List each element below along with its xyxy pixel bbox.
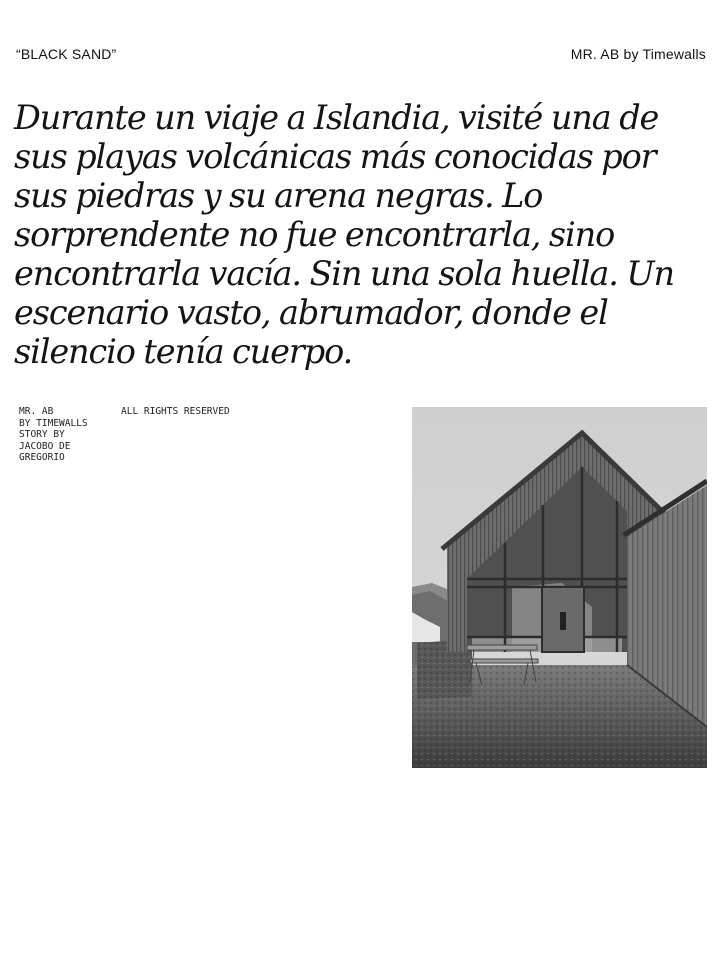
intro-paragraph: Durante un viaje a Islandia, visité una de sus playas volcánicas más conocidas por sus piedras y su arena negras. Lo sorprendente no fue encontrarla, sino encontrarla vacía. Sin una sola huella. Un escenario vasto, abrumador, donde el silencio tenía cuerpo. [14, 98, 674, 371]
house-photo [412, 407, 707, 768]
rights-notice: ALL RIGHTS RESERVED [121, 406, 230, 417]
house-photo-illustration [412, 407, 707, 768]
credits-block: MR. AB BY TIMEWALLS STORY BY JACOBO DE GREGORIO [19, 406, 88, 463]
story-title: “BLACK SAND” [16, 46, 117, 62]
brand-name[interactable]: MR. AB by Timewalls [570, 46, 706, 62]
